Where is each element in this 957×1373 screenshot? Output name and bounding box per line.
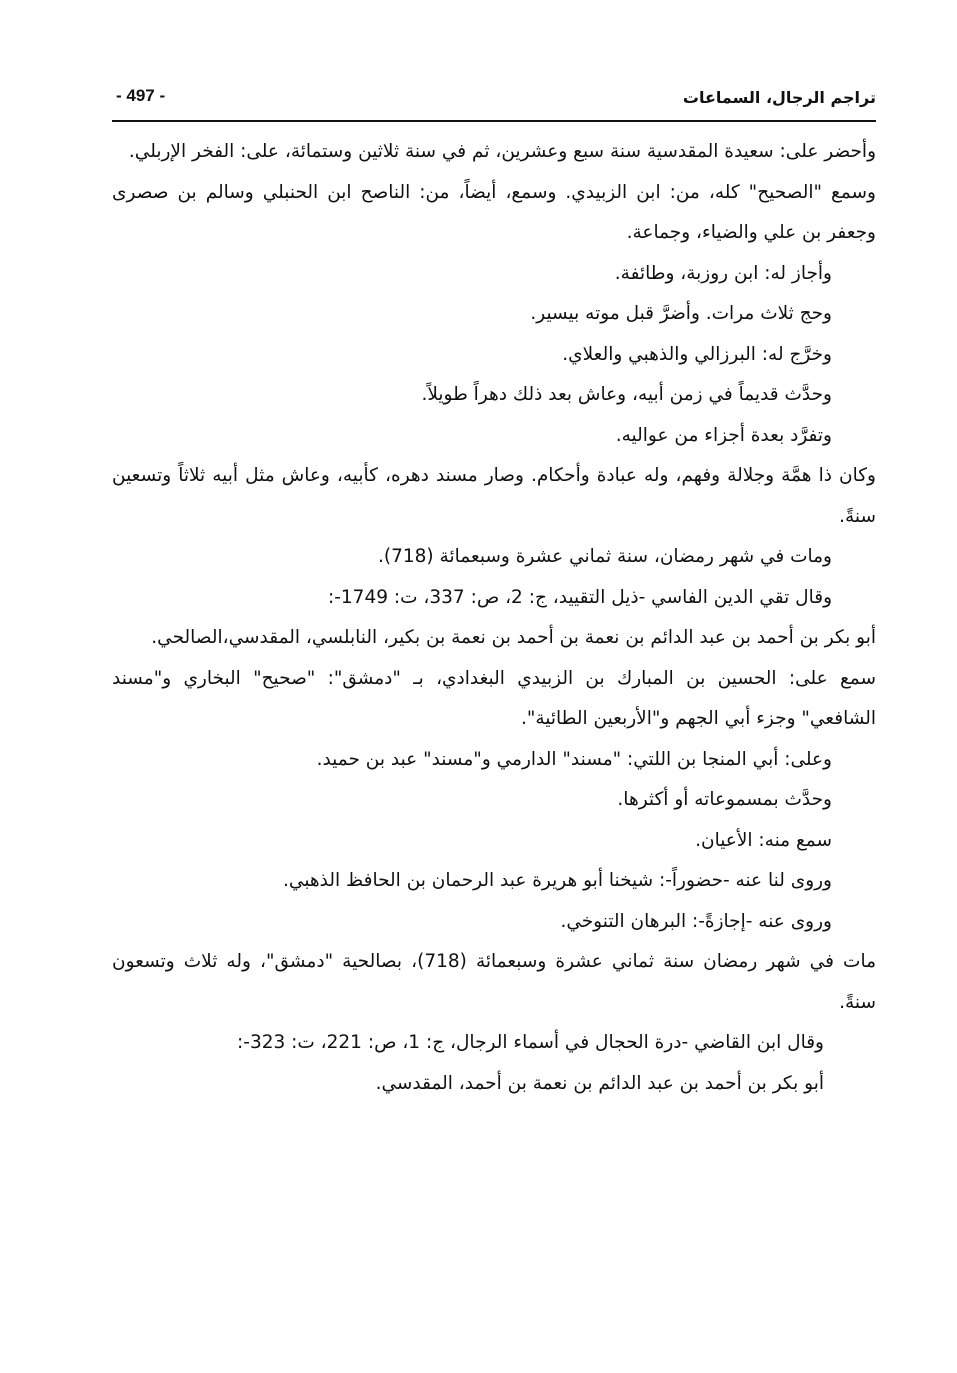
body-text (112, 132, 876, 1104)
running-title: تراجم الرجال، السماعات (682, 88, 876, 107)
header-rule (112, 120, 876, 122)
document-page (112, 0, 876, 1373)
paragraph: سمع منه: الأعيان. (695, 829, 832, 851)
page-header (112, 78, 876, 116)
paragraph: ومات في شهر رمضان، سنة ثماني عشرة وسبعمائة (718). (378, 546, 832, 567)
paragraph: وقال تقي الدين الفاسي -ذيل التقييد، ج: 2، ص: 337، ت: 1749-: (327, 586, 832, 608)
paragraph: وكان ذا همَّة وجلالة وفهم، وله عبادة وأحكام. وصار مسند دهره، كأبيه، وعاش مثل أبيه ثلاثاً وتسعين سنةً. (112, 465, 876, 527)
paragraph: أبو بكر بن أحمد بن عبد الدائم بن نعمة بن أحمد، المقدسي. (375, 1072, 824, 1094)
paragraph: وقال ابن القاضي -درة الحجال في أسماء الرجال، ج: 1، ص: 221، ت: 323-: (237, 1032, 824, 1053)
paragraph: أبو بكر بن أحمد بن عبد الدائم بن نعمة بن أحمد بن نعمة بن بكير، النابلسي، المقدسي،الصالحي. (151, 627, 876, 648)
paragraph: وسمع "الصحيح" كله، من: ابن الزبيدي. وسمع، أيضاً، من: الناصح ابن الحنبلي وسالم بن صصرى وجعفر بن علي والضياء، وجماعة. (112, 181, 876, 243)
paragraph: وأجاز له: ابن روزبة، وطائفة. (614, 262, 832, 284)
paragraph: وروى عنه -إجازةً-: البرهان التنوخي. (560, 910, 832, 932)
paragraph: وحدَّث بمسموعاته أو أكثرها. (617, 789, 832, 810)
paragraph: سمع على: الحسين بن المبارك بن الزبيدي البغدادي، بـ "دمشق": "صحيح" البخاري و"مسند الشافعي" وجزء أبي الجهم و"الأربعين الطائية". (112, 667, 876, 729)
paragraph: وعلى: أبي المنجا بن اللتي: "مسند" الدارمي و"مسند" عبد بن حميد. (316, 748, 832, 770)
paragraph: وحدَّث قديماً في زمن أبيه، وعاش بعد ذلك دهراً طويلاً. (421, 384, 832, 405)
paragraph: وخرَّج له: البرزالي والذهبي والعلاي. (562, 343, 832, 365)
paragraph: وحج ثلاث مرات. وأضرَّ قبل موته بيسير. (530, 303, 832, 324)
paragraph: وروى لنا عنه -حضوراً-: شيخنا أبو هريرة عبد الرحمان بن الحافظ الذهبي. (283, 870, 832, 891)
paragraph: وتفرَّد بعدة أجزاء من عواليه. (615, 424, 832, 446)
paragraph: وأحضر على: سعيدة المقدسية سنة سبع وعشرين، ثم في سنة ثلاثين وستمائة، على: الفخر الإربلي. (128, 141, 876, 162)
paragraph: مات في شهر رمضان سنة ثماني عشرة وسبعمائة (718)، بصالحية "دمشق"، وله ثلاث وتسعون سنةً. (112, 951, 876, 1013)
page-number: - 497 - (116, 86, 166, 105)
